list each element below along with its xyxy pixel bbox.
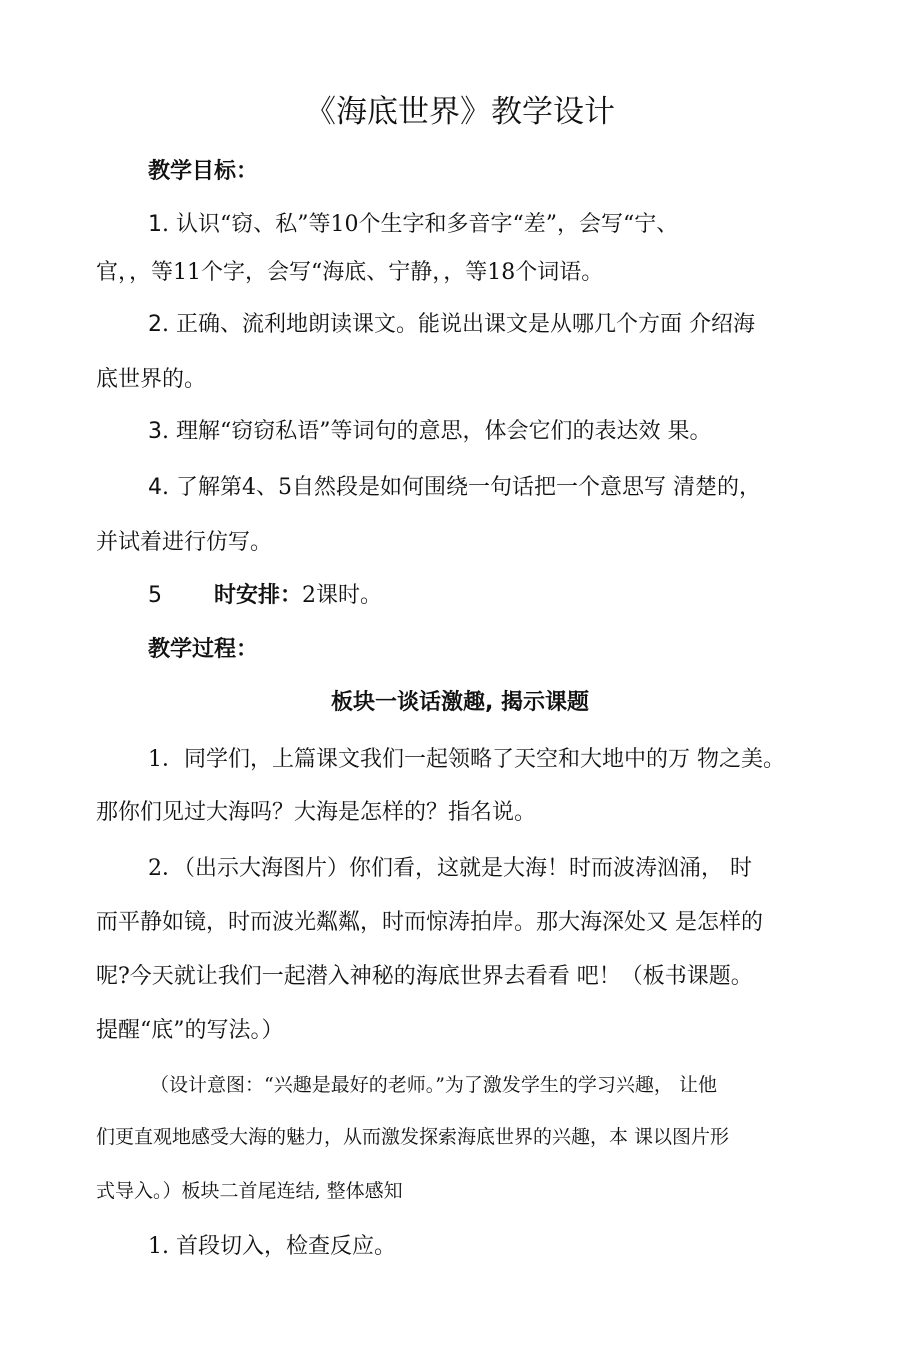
process-para-2-line-4: 提醒“底”的写法。）	[96, 1018, 284, 1043]
block-1-title: 板块一谈话激趣, 揭示课题	[330, 690, 590, 715]
objectives-heading: 教学目标：	[148, 159, 259, 184]
design-note-line-3: 式导入。）板块二首尾连结, 整体感知	[96, 1180, 403, 1202]
objective-item-2-number: 2	[148, 312, 162, 337]
objective-item-1-number: 1	[148, 212, 162, 237]
objective-item-3-line-1	[148, 417, 711, 447]
schedule-number: 5	[148, 583, 162, 608]
schedule-line	[148, 581, 382, 611]
objective-item-3-text: . 理解“窃窃私语”等词句的意思，体会它们的表达效 果。	[162, 419, 712, 444]
objective-item-1-text: . 认识“窃、私”等10个生字和多音字“差”，会写“宁、	[162, 212, 679, 237]
objective-item-4-line-1	[148, 473, 761, 503]
schedule-value: 2课时。	[302, 583, 383, 608]
objective-item-2-text: . 正确、流利地朗读课文。能说出课文是从哪几个方面 介绍海	[162, 312, 755, 337]
process-para-3: 1. 首段切入，检查反应。	[148, 1234, 396, 1259]
design-note-line-2: 们更直观地感受大海的魅力，从而激发探索海底世界的兴趣，本 课以图片形	[96, 1126, 730, 1148]
objective-item-4-text: . 了解第4、5自然段是如何围绕一句话把一个意思写 清楚的，	[162, 475, 761, 500]
document-title: 《海底世界》教学设计	[305, 94, 615, 130]
objective-item-2-line-2: 底世界的。	[96, 367, 207, 392]
objective-item-4-number: 4	[148, 475, 162, 500]
design-note-line-1: （设计意图：“兴趣是最好的老师。”为了激发学生的学习兴趣， 让他	[150, 1074, 717, 1096]
schedule-label: 时安排：	[214, 583, 303, 608]
objective-item-2-line-1	[148, 310, 755, 340]
process-para-2-line-1: 2．（出示大海图片）你们看，这就是大海！时而波涛汹涌， 时	[148, 856, 752, 881]
objective-item-1-line-1	[148, 210, 678, 240]
process-para-2-line-2: 而平静如镜，时而波光粼粼，时而惊涛拍岸。那大海深处又 是怎样的	[96, 910, 763, 935]
process-para-1-line-1: 1．同学们，上篇课文我们一起领略了天空和大地中的万 物之美。	[148, 747, 785, 772]
process-heading: 教学过程：	[148, 637, 259, 662]
objective-item-3-number: 3	[148, 419, 162, 444]
process-para-2-line-3: 呢?今天就让我们一起潜入神秘的海底世界去看看 吧！（板书课题。	[96, 964, 753, 989]
objective-item-4-line-2: 并试着进行仿写。	[96, 530, 273, 555]
objective-item-1-line-2: 官，，等11个字，会写“海底、宁静，，等18个词语。	[96, 260, 604, 285]
process-para-1-line-2: 那你们见过大海吗？大海是怎样的？指名说。	[96, 800, 537, 825]
